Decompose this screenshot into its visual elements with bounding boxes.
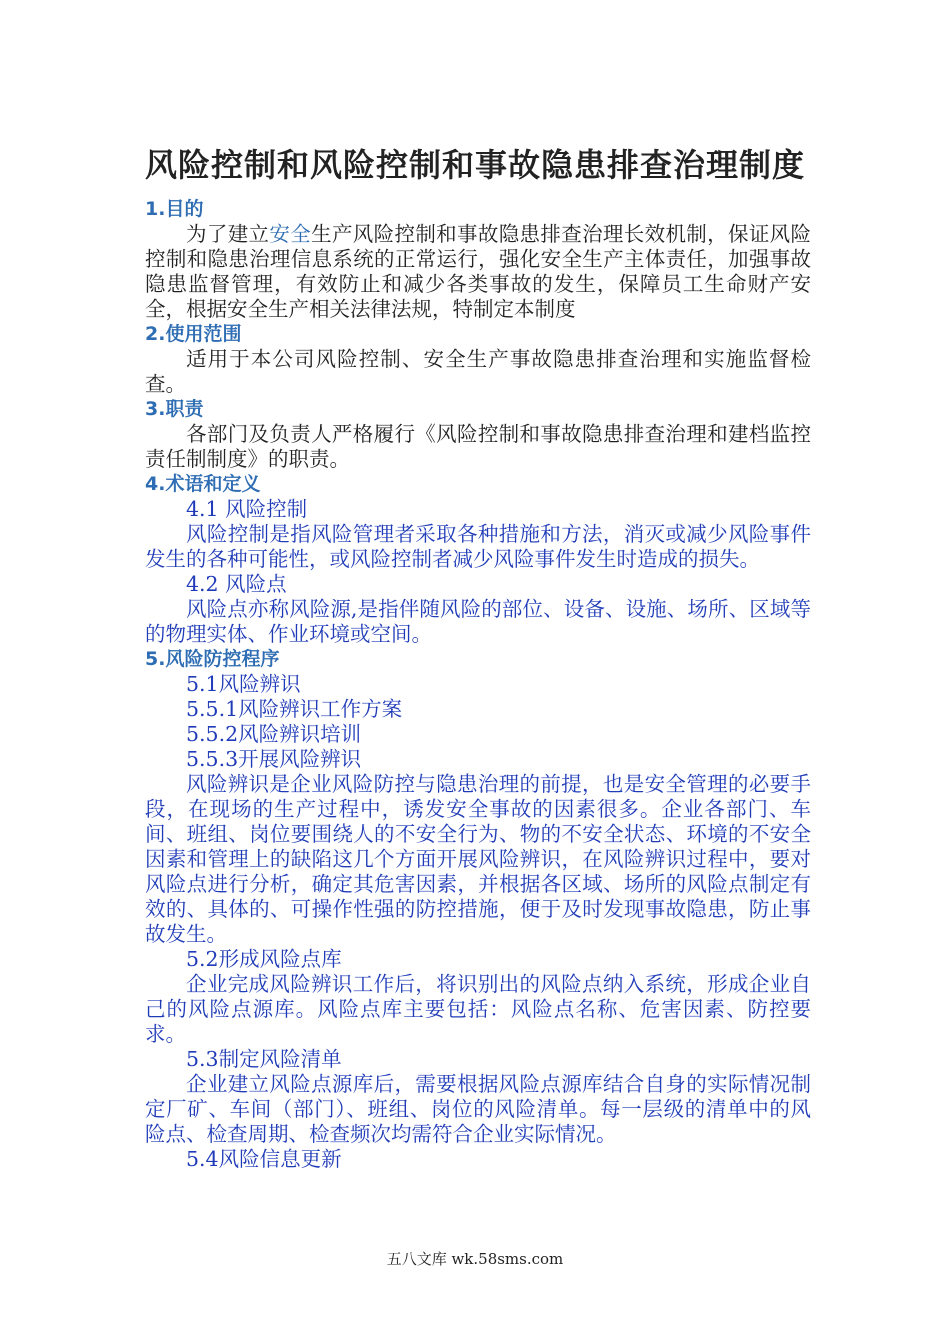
purpose-text-rest: 生产风险控制和事故隐患排查治理长效机制，保证风险控制和隐患治理信息系统的正常运行，强化安全生产主体责任，加强事故隐患监督管理，有效防止和减少各类事故的发生，保障员工生命财产安全，根据安全生产相关法律法规，特制定本制度	[145, 222, 812, 321]
section-heading-duties: 3.职责	[145, 398, 204, 420]
scope-paragraph: 适用于本公司风险控制、安全生产事故隐患排查治理和实施监督检查。	[145, 347, 811, 396]
purpose-text-start: 为了建立	[186, 222, 270, 246]
procedure-identification-body: 风险辨识是企业风险防控与隐患治理的前提，也是安全管理的必要手段，在现场的生产过程中，诱发安全事故的因素很多。企业各部门、车间、班组、岗位要围绕人的不安全行为、物的不安全状态、环境的不安全因素和管理上的缺陷这几个方面开展风险辨识，在风险辨识过程中，要对风险点进行分析，确定其危害因素，并根据各区域、场所的风险点制定有效的、具体的、可操作性强的防控措施，便于及时发现事故隐患，防止事故发生。	[145, 772, 811, 946]
procedure-risk-list-body: 企业建立风险点源库后，需要根据风险点源库结合自身的实际情况制定厂矿、车间（部门）、班组、岗位的风险清单。每一层级的清单中的风险点、检查周期、检查频次均需符合企业实际情况。	[145, 1072, 811, 1146]
term-risk-control-body: 风险控制是指风险管理者采取各种措施和方法，消灭或减少风险事件发生的各种可能性，或风险控制者减少风险事件发生时造成的损失。	[145, 522, 811, 571]
procedure-item-5-4: 5.4风险信息更新	[186, 1147, 342, 1171]
term-risk-point-title: 4.2 风险点	[186, 572, 287, 596]
safety-link[interactable]: 安全	[269, 222, 312, 246]
document-body	[145, 197, 811, 1172]
section-heading-procedure: 5.风险防控程序	[145, 648, 280, 670]
procedure-item-5-3: 5.3制定风险清单	[186, 1047, 342, 1071]
section-heading-purpose: 1.目的	[145, 198, 204, 220]
procedure-item-5-5-1: 5.5.1风险辨识工作方案	[186, 697, 403, 721]
procedure-item-5-5-3: 5.5.3开展风险辨识	[186, 747, 362, 771]
term-risk-control-title: 4.1 风险控制	[186, 497, 308, 521]
procedure-item-5-2: 5.2形成风险点库	[186, 947, 342, 971]
page-footer: 五八文库 wk.58sms.com	[386, 1250, 564, 1268]
procedure-item-5-1: 5.1风险辨识	[186, 672, 301, 696]
procedure-risk-library-body: 企业完成风险辨识工作后，将识别出的风险点纳入系统，形成企业自己的风险点源库。风险点库主要包括：风险点名称、危害因素、防控要求。	[145, 972, 811, 1046]
procedure-item-5-5-2: 5.5.2风险辨识培训	[186, 722, 362, 746]
purpose-paragraph	[145, 222, 811, 322]
document-title: 风险控制和风险控制和事故隐患排查治理制度	[144, 146, 805, 184]
duties-paragraph: 各部门及负责人严格履行《风险控制和事故隐患排查治理和建档监控责任制制度》的职责。	[145, 422, 811, 471]
term-risk-point-body: 风险点亦称风险源,是指伴随风险的部位、设备、设施、场所、区域等的物理实体、作业环境或空间。	[145, 597, 811, 646]
section-heading-scope: 2.使用范围	[145, 323, 242, 345]
section-heading-terms: 4.术语和定义	[145, 473, 261, 495]
